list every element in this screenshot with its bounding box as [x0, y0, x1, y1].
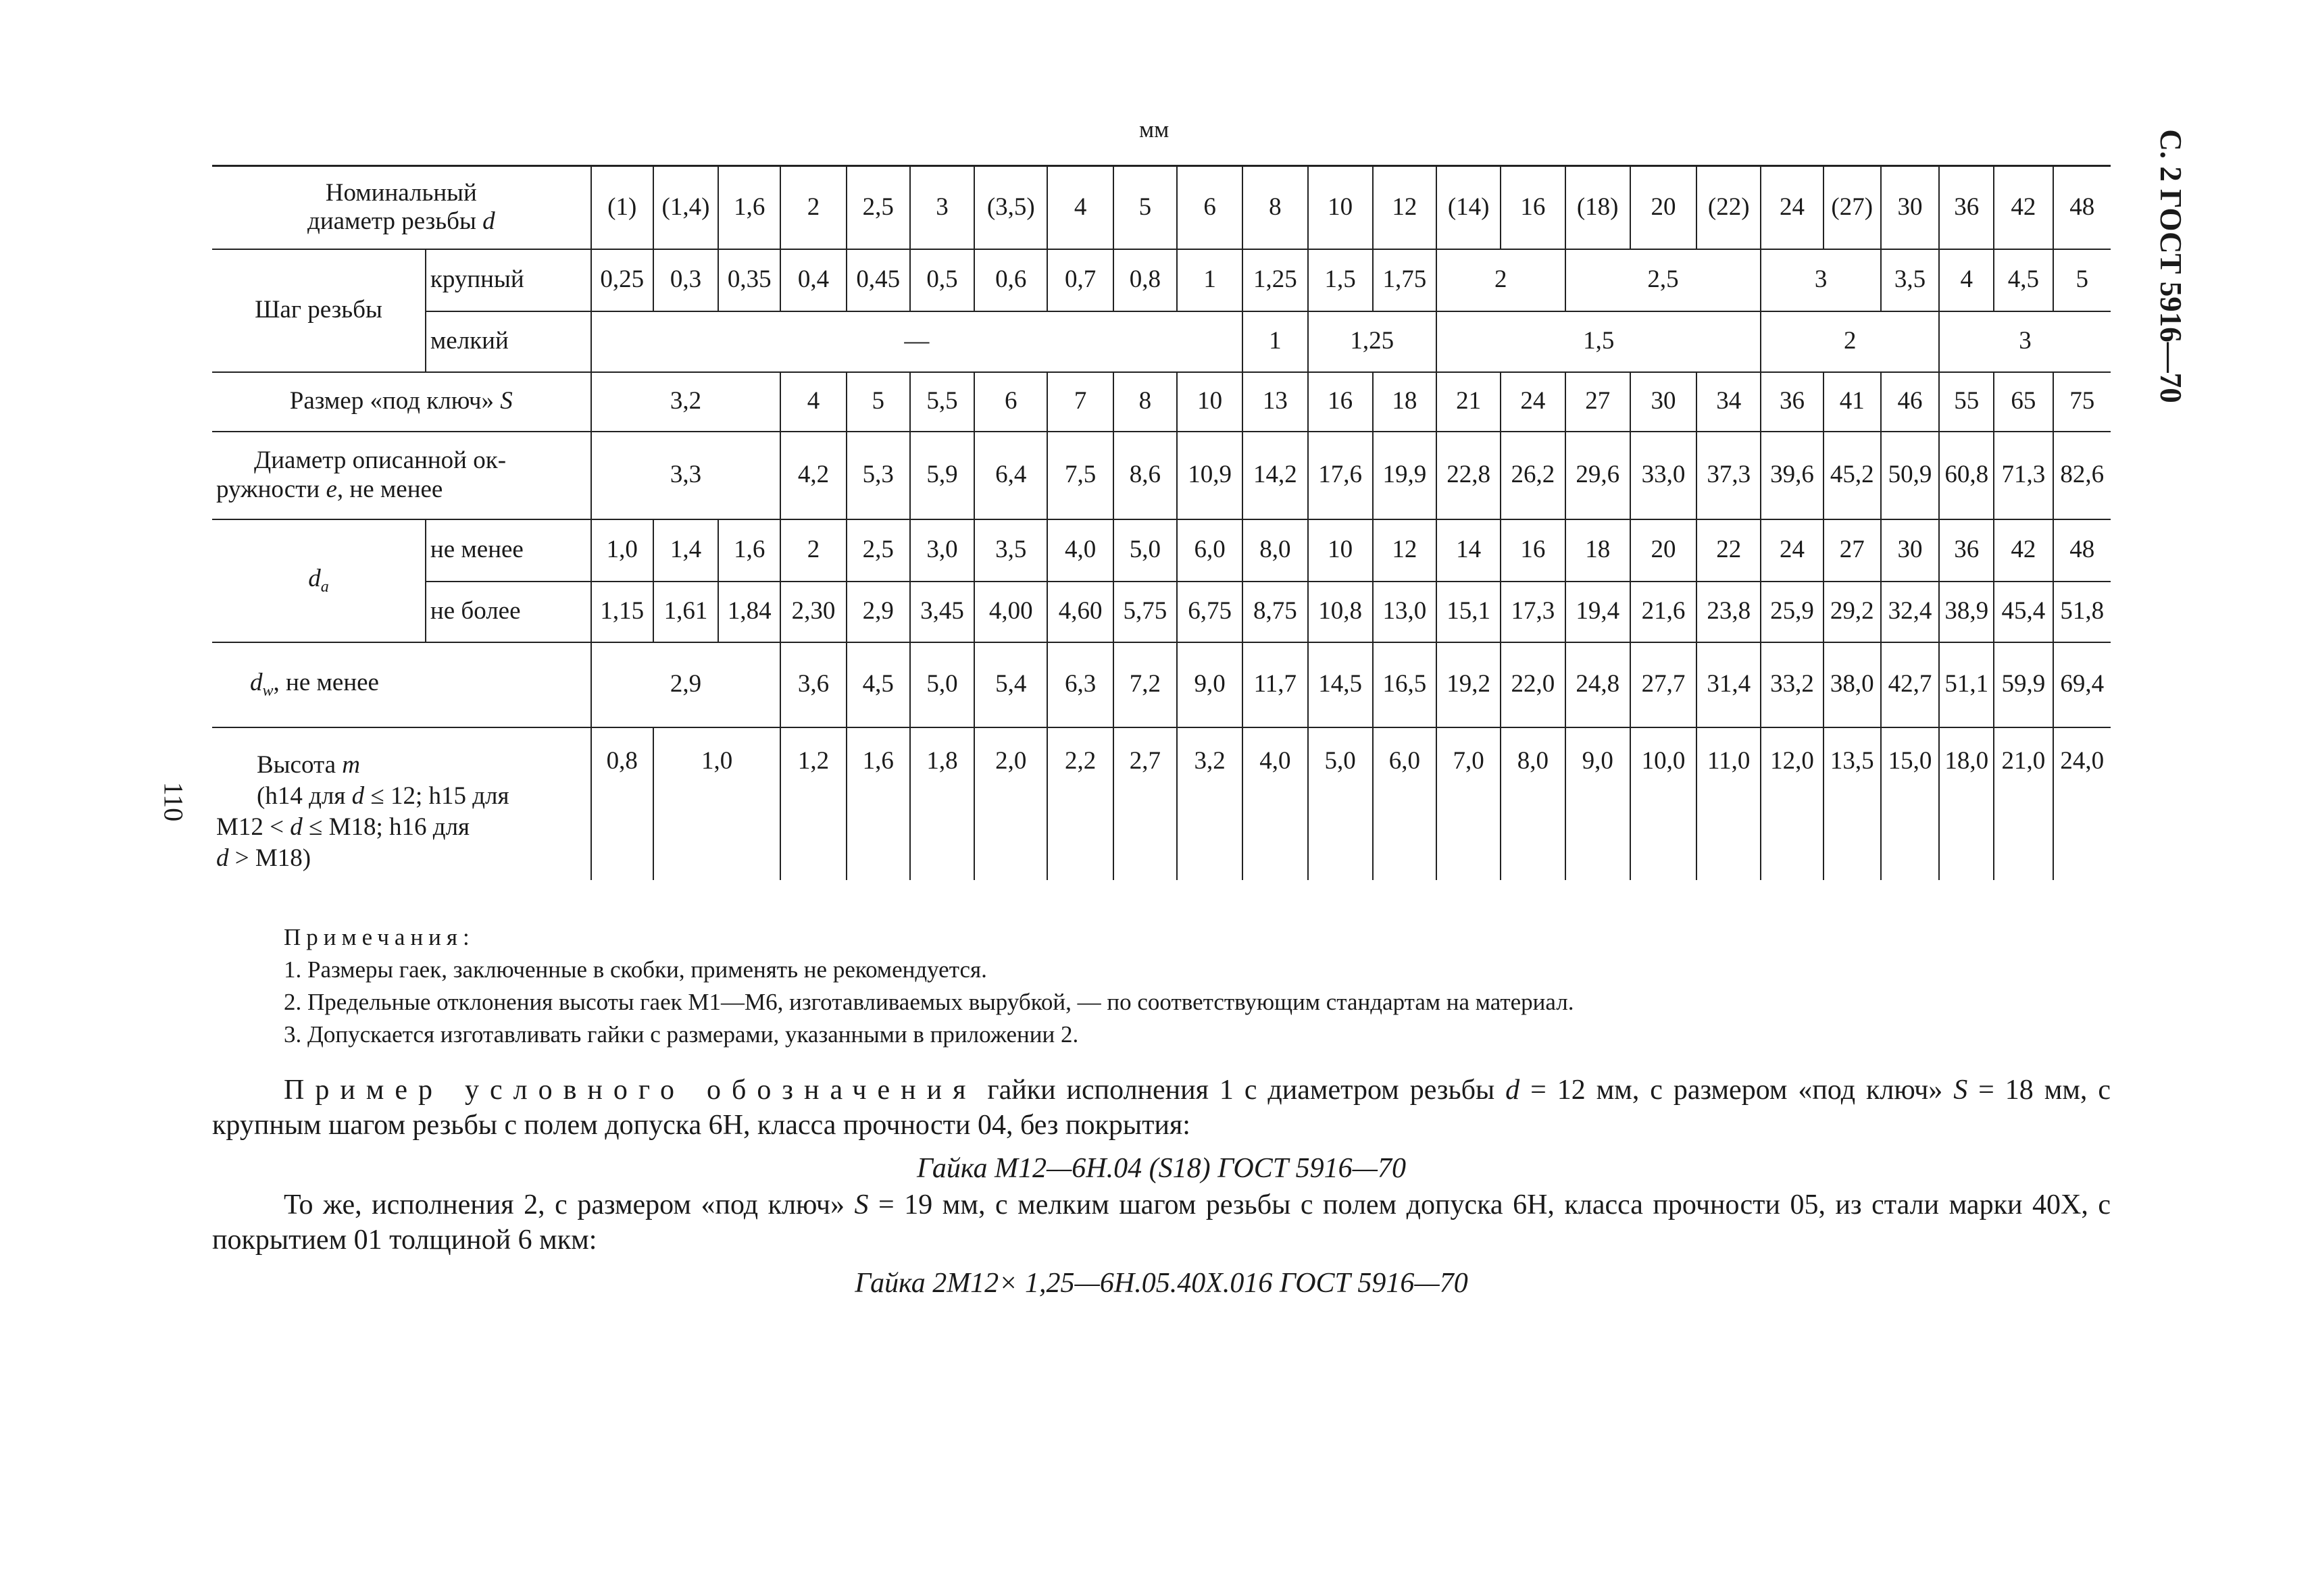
table-cell: 23,8	[1696, 582, 1761, 642]
table-cell: 24	[1501, 372, 1565, 432]
table-cell: 27,7	[1630, 642, 1696, 727]
table-cell: 5,0	[1308, 727, 1373, 880]
table-row-coarse-pitch	[212, 249, 2111, 311]
table-cell: 51,8	[2053, 582, 2111, 642]
table-cell: 13,0	[1373, 582, 1436, 642]
table-cell: 3,2	[1177, 727, 1242, 880]
table-cell: 1,0	[653, 727, 781, 880]
table-cell: 36	[1761, 372, 1823, 432]
row-label-da-max: не более	[426, 582, 591, 642]
table-cell: 3,2	[591, 372, 781, 432]
table-cell: 2,7	[1113, 727, 1177, 880]
table-cell: (1,4)	[653, 166, 718, 249]
example-lead: Пример условного обозначения	[284, 1075, 977, 1106]
table-cell: 82,6	[2053, 432, 2111, 519]
table-cell: 6,3	[1047, 642, 1113, 727]
table-cell: (27)	[1823, 166, 1881, 249]
table-cell: 7	[1047, 372, 1113, 432]
table-cell: 36	[1939, 166, 1994, 249]
table-cell: 19,4	[1565, 582, 1630, 642]
table-cell: 20	[1630, 166, 1696, 249]
table-cell: 5,9	[910, 432, 974, 519]
row-label-circumscribed: Диаметр описанной ок- ружности e, не менее	[212, 432, 591, 519]
table-cell: 9,0	[1565, 727, 1630, 880]
table-cell: 22,0	[1501, 642, 1565, 727]
table-cell: 69,4	[2053, 642, 2111, 727]
table-cell: 0,8	[591, 727, 653, 880]
table-cell: 0,7	[1047, 249, 1113, 311]
table-cell: 34	[1696, 372, 1761, 432]
table-cell: 26,2	[1501, 432, 1565, 519]
table-cell: 1,0	[591, 519, 653, 582]
table-cell: 33,0	[1630, 432, 1696, 519]
table-cell: 1	[1177, 249, 1242, 311]
table-cell: 0,5	[910, 249, 974, 311]
row-label-height: Высота m (h14 для d ≤ 12; h15 для М12 < d ≤ М18; h16 для d > М18)	[212, 727, 591, 880]
side-header	[2140, 124, 2201, 408]
table-cell: 29,2	[1823, 582, 1881, 642]
notes	[284, 921, 2108, 1051]
table-cell: 41	[1823, 372, 1881, 432]
table-cell: 3	[1939, 311, 2111, 372]
table-cell: 7,2	[1113, 642, 1177, 727]
table-cell: 2	[1436, 249, 1565, 311]
table-cell: 65	[1994, 372, 2053, 432]
table-cell: 3	[1761, 249, 1880, 311]
table-cell: 7,0	[1436, 727, 1501, 880]
table-cell: 5	[2053, 249, 2111, 311]
table-cell: 14,5	[1308, 642, 1373, 727]
table-cell: 42	[1994, 166, 2053, 249]
table-cell: 2,5	[847, 166, 910, 249]
table-row-dw	[212, 642, 2111, 727]
table-cell: 0,8	[1113, 249, 1177, 311]
table-cell: 0,25	[591, 249, 653, 311]
table-cell: 48	[2053, 166, 2111, 249]
table-cell: 17,3	[1501, 582, 1565, 642]
table-cell: 2,9	[591, 642, 781, 727]
table-cell: 18	[1565, 519, 1630, 582]
table-cell: 30	[1881, 519, 1939, 582]
table-cell: 5	[1113, 166, 1177, 249]
table-cell: 1,2	[780, 727, 846, 880]
table-cell: 4	[1047, 166, 1113, 249]
table-cell: (22)	[1696, 166, 1761, 249]
table-cell: 16	[1308, 372, 1373, 432]
table-cell: 45,2	[1823, 432, 1881, 519]
table-cell: 4,0	[1242, 727, 1307, 880]
table-cell: 36	[1939, 519, 1994, 582]
table-cell: 12	[1373, 166, 1436, 249]
row-label-wrench-size: Размер «под ключ» S	[212, 372, 591, 432]
row-label-da-min: не менее	[426, 519, 591, 582]
table-cell: 17,6	[1308, 432, 1373, 519]
table-cell: 11,0	[1696, 727, 1761, 880]
page-number-text: 110	[158, 781, 189, 822]
table-cell: 25,9	[1761, 582, 1823, 642]
row-label-coarse: крупный	[426, 249, 591, 311]
table-cell: 39,6	[1761, 432, 1823, 519]
table-cell: 0,4	[780, 249, 846, 311]
table-row-da-min	[212, 519, 2111, 582]
table-cell: 4,0	[1047, 519, 1113, 582]
table-cell: 0,3	[653, 249, 718, 311]
table-cell: 10,9	[1177, 432, 1242, 519]
table-cell: 0,35	[718, 249, 780, 311]
table-cell: 6,0	[1373, 727, 1436, 880]
table-cell: 3,45	[910, 582, 974, 642]
table-cell: 19,9	[1373, 432, 1436, 519]
table-cell: 14,2	[1242, 432, 1307, 519]
table-cell: 48	[2053, 519, 2111, 582]
table-cell: 22	[1696, 519, 1761, 582]
table-row-wrench-size	[212, 372, 2111, 432]
table-cell: 14	[1436, 519, 1501, 582]
table-cell: 21,6	[1630, 582, 1696, 642]
table-cell: 0,6	[974, 249, 1047, 311]
table-cell: 21,0	[1994, 727, 2053, 880]
table-cell: 51,1	[1939, 642, 1994, 727]
table-cell: 11,7	[1242, 642, 1307, 727]
table-cell: 4,5	[1994, 249, 2053, 311]
table-cell: —	[591, 311, 1243, 372]
table-cell: 59,9	[1994, 642, 2053, 727]
table-cell: 4	[780, 372, 846, 432]
table-cell: 71,3	[1994, 432, 2053, 519]
table-cell: 10	[1308, 166, 1373, 249]
table-cell: 24,8	[1565, 642, 1630, 727]
note-item: 1. Размеры гаек, заключенные в скобки, применять не рекомендуется.	[284, 956, 987, 983]
table-cell: 42	[1994, 519, 2053, 582]
table-cell: 8,6	[1113, 432, 1177, 519]
table-cell: 2,9	[847, 582, 910, 642]
table-cell: 24	[1761, 519, 1823, 582]
table-cell: 15,0	[1881, 727, 1939, 880]
table-cell: 75	[2053, 372, 2111, 432]
table-cell: 1,25	[1242, 249, 1307, 311]
table-cell: 24,0	[2053, 727, 2111, 880]
table-cell: 55	[1939, 372, 1994, 432]
table-cell: 24	[1761, 166, 1823, 249]
table-cell: 13	[1242, 372, 1307, 432]
table-cell: 2,5	[1565, 249, 1761, 311]
table-cell: 46	[1881, 372, 1939, 432]
table-cell: 1,5	[1436, 311, 1761, 372]
table-cell: 1,15	[591, 582, 653, 642]
table-cell: 4,5	[847, 642, 910, 727]
table-cell: 2,2	[1047, 727, 1113, 880]
table-cell: 6,0	[1177, 519, 1242, 582]
table-cell: (1)	[591, 166, 653, 249]
table-cell: (14)	[1436, 166, 1501, 249]
table-cell: 10	[1308, 519, 1373, 582]
dimensions-table	[212, 165, 2111, 880]
table-cell: 1,61	[653, 582, 718, 642]
table-cell: 10,0	[1630, 727, 1696, 880]
table-cell: 5	[847, 372, 910, 432]
unit-label: мм	[1139, 116, 1169, 143]
table-cell: 33,2	[1761, 642, 1823, 727]
table-cell: 4,60	[1047, 582, 1113, 642]
table-cell: 2	[780, 166, 846, 249]
table-cell: 3,0	[910, 519, 974, 582]
table-cell: 27	[1565, 372, 1630, 432]
table-cell: 2,5	[847, 519, 910, 582]
row-label-da: $d_a$	[212, 519, 426, 642]
table-cell: 1,8	[910, 727, 974, 880]
table-cell: 9,0	[1177, 642, 1242, 727]
table-cell: 1,4	[653, 519, 718, 582]
table-cell: 3,6	[780, 642, 846, 727]
table-cell: 1,6	[718, 166, 780, 249]
table-cell: 31,4	[1696, 642, 1761, 727]
table-cell: 10	[1177, 372, 1242, 432]
table-cell: 30	[1630, 372, 1696, 432]
table-cell: 8	[1113, 372, 1177, 432]
table-row-circumscribed-diameter	[212, 432, 2111, 519]
row-label-pitch: Шаг резьбы	[212, 249, 426, 372]
table-cell: 7,5	[1047, 432, 1113, 519]
table-cell: 27	[1823, 519, 1881, 582]
table-cell: 6,4	[974, 432, 1047, 519]
table-cell: 5,5	[910, 372, 974, 432]
table-cell: 2	[780, 519, 846, 582]
table-cell: 0,45	[847, 249, 910, 311]
example-paragraph-2: То же, исполнения 2, с размером «под ключ» S = 19 мм, с мелким шагом резьбы с полем допуска 6Н, класса прочности 05, из стали марки 40Х, с покрытием 01 толщиной 6 мкм:	[212, 1189, 2111, 1256]
table-cell: 3,5	[1881, 249, 1939, 311]
table-cell: 60,8	[1939, 432, 1994, 519]
table-cell: 15,1	[1436, 582, 1501, 642]
table-cell: 13,5	[1823, 727, 1881, 880]
table-cell: 3	[910, 166, 974, 249]
table-cell: 5,75	[1113, 582, 1177, 642]
table-cell: 50,9	[1881, 432, 1939, 519]
row-label-diameter: Номинальный диаметр резьбы d	[212, 166, 591, 249]
designation-2: Гайка 2М12× 1,25—6Н.05.40Х.016 ГОСТ 5916—70	[855, 1268, 1468, 1299]
table-cell: 6	[974, 372, 1047, 432]
table-cell: 1,6	[847, 727, 910, 880]
table-cell: 38,9	[1939, 582, 1994, 642]
example-paragraph-1: Пример условного обозначения гайки исполнения 1 с диаметром резьбы d = 12 мм, с размером «под ключ» S = 18 мм, с крупным шагом резьбы с полем допуска 6Н, класса прочности 04, без покрытия:	[212, 1075, 2111, 1141]
table-row-da-max	[212, 582, 2111, 642]
table-cell: 19,2	[1436, 642, 1501, 727]
table-cell: 29,6	[1565, 432, 1630, 519]
notes-title: Примечания:	[284, 924, 475, 950]
table-cell: 1	[1242, 311, 1307, 372]
table-cell: 45,4	[1994, 582, 2053, 642]
table-cell: 38,0	[1823, 642, 1881, 727]
table-cell: 8,0	[1242, 519, 1307, 582]
table-row-diameter	[212, 166, 2111, 249]
table-cell: 20	[1630, 519, 1696, 582]
table-cell: 5,4	[974, 642, 1047, 727]
table-cell: 5,3	[847, 432, 910, 519]
table-cell: 2,30	[780, 582, 846, 642]
row-label-dw: $d_w$, не менее	[212, 642, 591, 727]
table-cell: 6	[1177, 166, 1242, 249]
note-item: 2. Предельные отклонения высоты гаек М1—М6, изготавливаемых вырубкой, — по соответствующим стандартам на материал.	[284, 989, 1574, 1015]
designation-1: Гайка М12—6Н.04 (S18) ГОСТ 5916—70	[917, 1153, 1406, 1184]
table-cell: 2	[1761, 311, 1939, 372]
table-cell: 16	[1501, 519, 1565, 582]
table-cell: 21	[1436, 372, 1501, 432]
table-cell: 1,6	[718, 519, 780, 582]
note-item: 3. Допускается изготавливать гайки с размерами, указанными в приложении 2.	[284, 1021, 1079, 1048]
row-label-fine: мелкий	[426, 311, 591, 372]
table-row-height	[212, 727, 2111, 880]
table-cell: 18,0	[1939, 727, 1994, 880]
table-cell: 37,3	[1696, 432, 1761, 519]
page-number	[157, 778, 191, 825]
table-cell: 8,75	[1242, 582, 1307, 642]
table-cell: 8	[1242, 166, 1307, 249]
table-cell: 12,0	[1761, 727, 1823, 880]
table-cell: 16	[1501, 166, 1565, 249]
table-cell: 5,0	[1113, 519, 1177, 582]
table-cell: 30	[1881, 166, 1939, 249]
table-cell: 4,2	[780, 432, 846, 519]
table-cell: 1,25	[1308, 311, 1437, 372]
table-cell: 18	[1373, 372, 1436, 432]
table-cell: 1,75	[1373, 249, 1436, 311]
table-cell: 3,3	[591, 432, 781, 519]
table-cell: 4	[1939, 249, 1994, 311]
table-cell: 12	[1373, 519, 1436, 582]
table-cell: 22,8	[1436, 432, 1501, 519]
table-cell: (18)	[1565, 166, 1630, 249]
table-cell: 10,8	[1308, 582, 1373, 642]
side-header-text: С. 2 ГОСТ 5916—70	[2154, 129, 2188, 403]
table-cell: 3,5	[974, 519, 1047, 582]
table-cell: 1,84	[718, 582, 780, 642]
table-cell: 16,5	[1373, 642, 1436, 727]
table-cell: 2,0	[974, 727, 1047, 880]
table-row-fine-pitch	[212, 311, 2111, 372]
table-cell: 1,5	[1308, 249, 1373, 311]
table-cell: 8,0	[1501, 727, 1565, 880]
table-cell: 6,75	[1177, 582, 1242, 642]
table-cell: (3,5)	[974, 166, 1047, 249]
table-cell: 4,00	[974, 582, 1047, 642]
table-cell: 32,4	[1881, 582, 1939, 642]
table-cell: 5,0	[910, 642, 974, 727]
table-cell: 42,7	[1881, 642, 1939, 727]
